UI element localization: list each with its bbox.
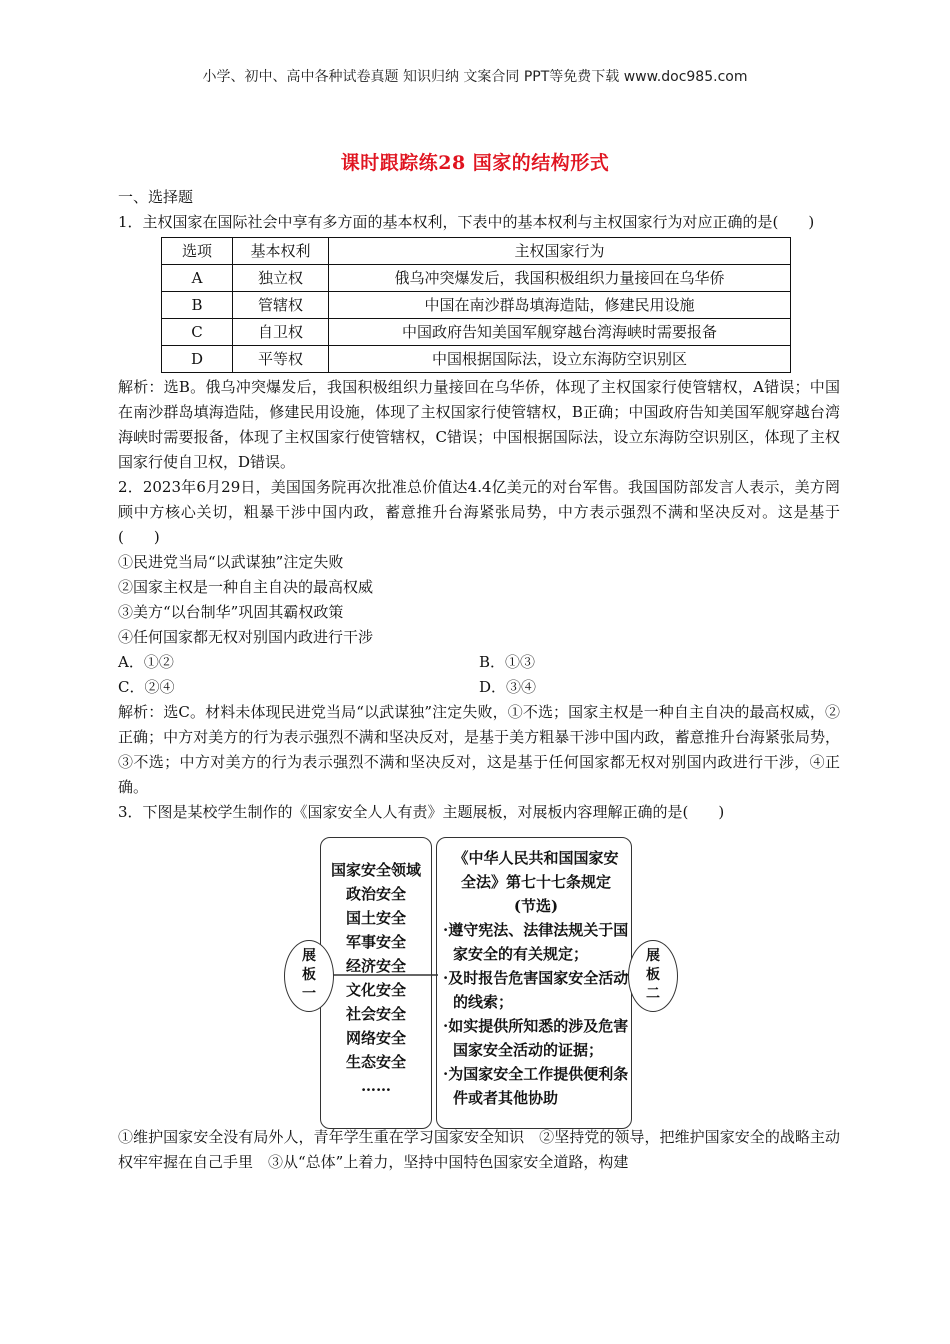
page-header: 小学、初中、高中各种试卷真题 知识归纳 文案合同 PPT等免费下载 www.doc985.com (202, 69, 748, 85)
board-one-item: 网络安全 (345, 1029, 406, 1047)
option-d: D．③④ (479, 678, 537, 696)
table-cell: D (162, 346, 233, 373)
option-a: A．①② (118, 653, 174, 671)
label-char: 一 (302, 986, 316, 1002)
board-two-bullet: ·为国家安全工作提供便利条件或者其他协助 (443, 1065, 629, 1107)
q2-analysis: 解析：选C。材料未体现民进党当局“以武谋独”注定失败，①不选；国家主权是一种自主自决的最高权威，②正确；中方对美方的行为表示强烈不满和坚决反对，是基于美方粗暴干涉中国内政，蓄意推升台海紧张局势，③不选；中方对美方的行为表示强烈不满和坚决反对，这是基于任何国家都无权对别国内政进行干涉，④正确。 (118, 703, 840, 796)
board-two-title-line: (节选) (513, 897, 559, 915)
table-cell: B (162, 292, 233, 319)
table-cell: 俄乌冲突爆发后，我国积极组织力量接回在乌华侨 (329, 265, 791, 292)
table-header-row (162, 238, 791, 265)
table-row (162, 292, 791, 319)
q2-options-row (118, 675, 840, 700)
q1-analysis: 解析：选B。俄乌冲突爆发后，我国积极组织力量接回在乌华侨，体现了主权国家行使管辖权，A错误；中国在南沙群岛填海造陆，修建民用设施，体现了主权国家行使管辖权，B正确；中国政府告知美国军舰穿越台湾海峡时需要报备，体现了主权国家行使管辖权，C错误；中国根据国际法，设立东海防空识别区，体现了主权国家行使自卫权，D错误。 (118, 378, 840, 471)
board-two-title-line: 全法》第七十七条规定 (460, 873, 611, 891)
option-b: B．①③ (479, 653, 536, 671)
board-one-title: 国家安全领域 (330, 861, 421, 879)
table-cell: 平等权 (233, 346, 329, 373)
board-one-item: …… (361, 1077, 391, 1095)
board-one-item: 生态安全 (345, 1053, 406, 1071)
board-two-panel (436, 837, 632, 1129)
q2-stem: 2．2023年6月29日，美国国务院再次批准总价值达4.4亿美元的对台军售。我国国防部发言人表示，美方罔顾中方核心关切，粗暴干涉中国内政，蓄意推升台海紧张局势，中方表示强烈不满和坚决反对。这是基于( ) (118, 478, 840, 546)
board-one-item: 社会安全 (345, 1005, 406, 1023)
q3-stem: 3．下图是某校学生制作的《国家安全人人有责》主题展板，对展板内容理解正确的是( ) (118, 803, 725, 821)
board-one-item: 政治安全 (345, 885, 406, 903)
content (118, 185, 840, 1175)
table-cell: A (162, 265, 233, 292)
option-c: C．②④ (118, 678, 175, 696)
board-one-label (284, 940, 334, 1012)
q1-stem: 1．主权国家在国际社会中享有多方面的基本权利，下表中的基本权利与主权国家行为对应正确的是( ) (118, 213, 815, 231)
table-cell: 独立权 (233, 265, 329, 292)
board-one-item: 军事安全 (345, 933, 406, 951)
board-two-bullet: ·遵守宪法、法律法规关于国家安全的有关规定； (443, 921, 629, 963)
table-header: 选项 (162, 238, 233, 265)
table-header: 基本权利 (233, 238, 329, 265)
q3-items: ①维护国家安全没有局外人，青年学生重在学习国家安全知识 ②坚持党的领导，把维护国家安全的战略主动权牢牢握在自己手里 ③从“总体”上着力，坚持中国特色国家安全道路，构建 (118, 1128, 840, 1171)
board-two-label (628, 940, 678, 1012)
table-header: 主权国家行为 (329, 238, 791, 265)
table-cell: 管辖权 (233, 292, 329, 319)
q2-item: ②国家主权是一种自主自决的最高权威 (118, 578, 374, 596)
label-char: 二 (646, 986, 660, 1002)
table-cell: 中国在南沙群岛填海造陆，修建民用设施 (329, 292, 791, 319)
q2-item: ③美方“以台制华”巩固其霸权政策 (118, 603, 344, 621)
table-row (162, 346, 791, 373)
q1-table (161, 237, 791, 373)
board-two-bullet: ·及时报告危害国家安全活动的线索； (443, 969, 629, 1011)
q2-item: ④任何国家都无权对别国内政进行干涉 (118, 628, 374, 646)
label-char: 板 (302, 967, 316, 983)
board-two-title-line: 《中华人民共和国国家安 (453, 849, 619, 867)
table-cell: 中国根据国际法，设立东海防空识别区 (329, 346, 791, 373)
table-row (162, 265, 791, 292)
board-one-item: 文化安全 (345, 981, 406, 999)
board-two-bullet: ·如实提供所知悉的涉及危害国家安全活动的证据； (443, 1017, 629, 1059)
board-one-panel (320, 837, 432, 1129)
table-row (162, 319, 791, 346)
label-char: 板 (646, 967, 660, 983)
label-char: 展 (646, 948, 660, 964)
q2-options-row (118, 650, 840, 675)
section-heading: 一、选择题 (118, 188, 194, 206)
board-one-item: 经济安全 (345, 957, 406, 975)
table-cell: 中国政府告知美国军舰穿越台湾海峡时需要报备 (329, 319, 791, 346)
display-board-figure (118, 825, 840, 1125)
board-one-item: 国土安全 (345, 909, 406, 927)
table-cell: C (162, 319, 233, 346)
label-char: 展 (302, 948, 316, 964)
page-title: 课时跟踪练28 国家的结构形式 (340, 152, 610, 174)
q2-item: ①民进党当局“以武谋独”注定失败 (118, 553, 344, 571)
table-cell: 自卫权 (233, 319, 329, 346)
